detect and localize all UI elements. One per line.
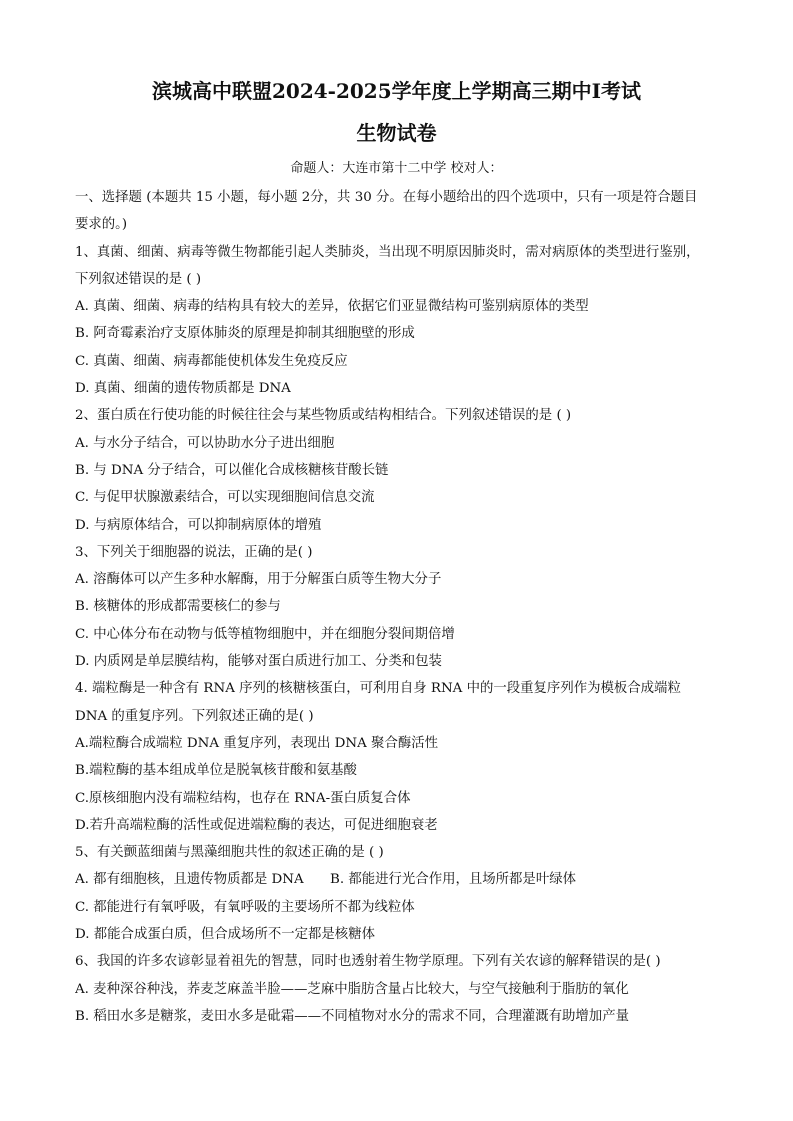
question-1-option-a: A. 真菌、细菌、病毒的结构具有较大的差异，依据它们亚显微结构可鉴别病原体的类型 bbox=[75, 299, 589, 315]
question-5-stem: 5、有关颤蓝细菌与黑藻细胞共性的叙述正确的是 ( ) bbox=[75, 845, 384, 861]
question-3-option-a: A. 溶酶体可以产生多种水解酶，用于分解蛋白质等生物大分子 bbox=[75, 572, 442, 588]
question-3-option-c: C. 中心体分布在动物与低等植物细胞中，并在细胞分裂间期倍增 bbox=[75, 626, 455, 642]
question-6-stem: 6、我国的许多农谚彰显着祖先的智慧，同时也透射着生物学原理。下列有关农谚的解释错误的是( ) bbox=[75, 954, 661, 970]
section-intro-line-2: 要求的。) bbox=[75, 217, 128, 233]
question-2-option-d: D. 与病原体结合，可以抑制病原体的增殖 bbox=[75, 517, 322, 533]
exam-subtitle: 生物试卷 bbox=[356, 121, 437, 145]
question-1-option-b: B. 阿奇霉素治疗支原体肺炎的原理是抑制其细胞壁的形成 bbox=[75, 326, 415, 342]
question-4-stem-line-1: 4. 端粒酶是一种含有 RNA 序列的核糖核蛋白，可利用自身 RNA 中的一段重复序列作为模板合成端粒 bbox=[75, 681, 681, 697]
question-4-option-a: A.端粒酶合成端粒 DNA 重复序列，表现出 DNA 聚合酶活性 bbox=[75, 735, 439, 751]
question-1-stem-line-2: 下列叙述错误的是 ( ) bbox=[75, 271, 202, 287]
author-line: 命题人：大连市第十二中学 校对人： bbox=[290, 161, 503, 176]
question-4-option-c: C.原核细胞内没有端粒结构，也存在 RNA-蛋白质复合体 bbox=[75, 790, 411, 806]
question-6-option-a: A. 麦种深谷种浅，荞麦芝麻盖半脸——芝麻中脂肪含量占比较大，与空气接触利于脂肪的氧化 bbox=[75, 981, 629, 997]
question-2-option-a: A. 与水分子结合，可以协助水分子进出细胞 bbox=[75, 435, 335, 451]
question-2-option-b: B. 与 DNA 分子结合，可以催化合成核糖核苷酸长链 bbox=[75, 462, 389, 478]
question-5-option-b: B. 都能进行光合作用，且场所都是叶绿体 bbox=[330, 872, 576, 888]
question-5-options-a-b bbox=[75, 866, 725, 893]
question-1-option-d: D. 真菌、细菌的遗传物质都是 DNA bbox=[75, 381, 291, 397]
question-2-option-c: C. 与促甲状腺激素结合，可以实现细胞间信息交流 bbox=[75, 490, 375, 506]
question-6-option-b: B. 稻田水多是糖浆，麦田水多是砒霜——不同植物对水分的需求不同，合理灌溉有助增加产量 bbox=[75, 1008, 629, 1024]
question-5-option-c: C. 都能进行有氧呼吸，有氧呼吸的主要场所不都为线粒体 bbox=[75, 899, 415, 915]
question-1-option-c: C. 真菌、细菌、病毒都能使机体发生免疫反应 bbox=[75, 353, 348, 369]
question-5-option-d: D. 都能合成蛋白质，但合成场所不一定都是核糖体 bbox=[75, 927, 375, 943]
question-3-option-d: D. 内质网是单层膜结构，能够对蛋白质进行加工、分类和包装 bbox=[75, 654, 442, 670]
exam-body bbox=[75, 184, 725, 1030]
question-4-option-d: D.若升高端粒酶的活性或促进端粒酶的表达，可促进细胞衰老 bbox=[75, 817, 438, 833]
question-4-option-b: B.端粒酶的基本组成单位是脱氧核苷酸和氨基酸 bbox=[75, 763, 357, 779]
exam-title: 滨城高中联盟2024-2025学年度上学期高三期中Ⅰ考试 bbox=[152, 79, 641, 103]
question-4-stem-line-2: DNA 的重复序列。下列叙述正确的是( ) bbox=[75, 708, 314, 724]
question-3-stem: 3、下列关于细胞器的说法，正确的是( ) bbox=[75, 544, 313, 560]
question-2-stem: 2、蛋白质在行使功能的时候往往会与某些物质或结构相结合。下列叙述错误的是 ( ) bbox=[75, 408, 572, 424]
section-intro-line-1: 一、选择题 (本题共 15 小题，每小题 2分，共 30 分。在每小题给出的四个选项中，只有一项是符合题目 bbox=[75, 190, 698, 205]
question-1-stem-line-1: 1、真菌、细菌、病毒等微生物都能引起人类肺炎，当出现不明原因肺炎时，需对病原体的类型进行鉴别， bbox=[75, 244, 700, 260]
question-5-option-a: A. 都有细胞核，且遗传物质都是 DNA bbox=[75, 872, 304, 888]
question-3-option-b: B. 核糖体的形成都需要核仁的参与 bbox=[75, 599, 281, 615]
